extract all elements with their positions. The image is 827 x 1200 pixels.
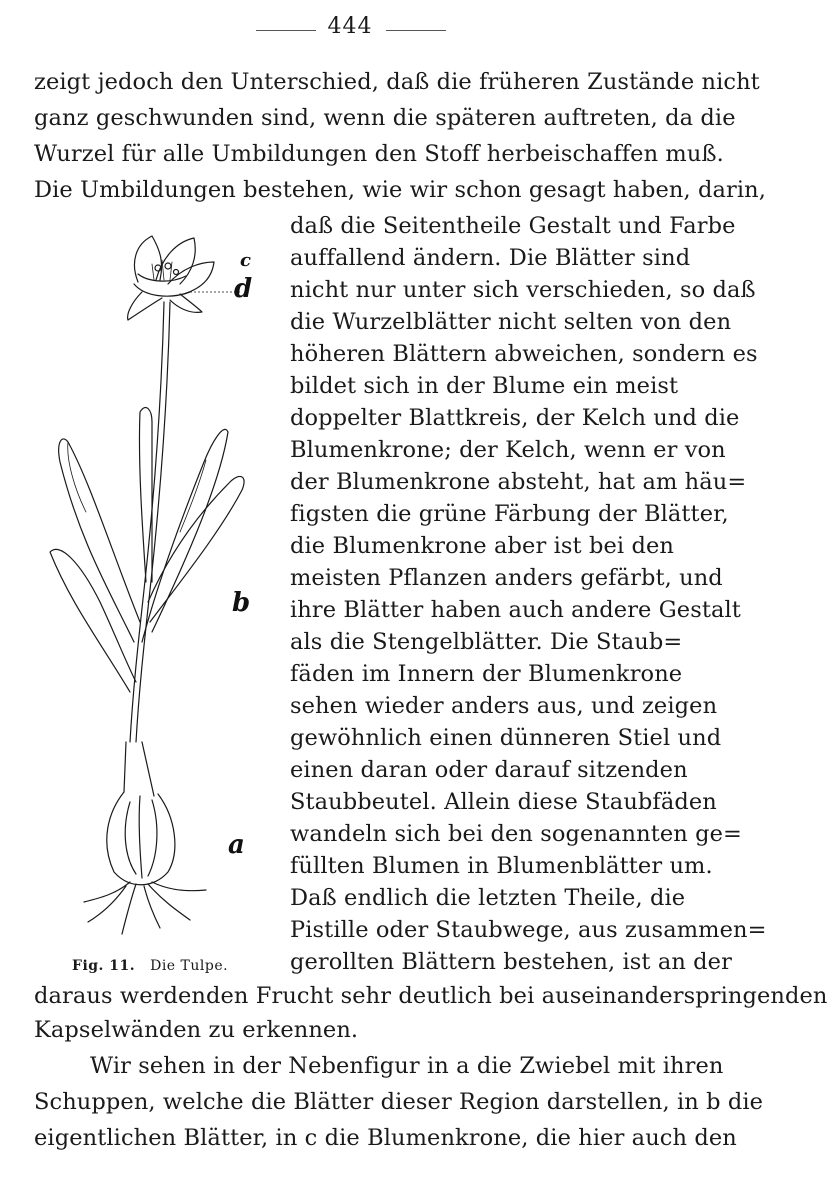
text-line: daß die Seitentheile Gestalt und Farbe: [290, 213, 736, 239]
text-line: figsten die grüne Färbung der Blätter,: [290, 501, 729, 527]
header-rule-left: [256, 30, 316, 31]
text-line: meisten Pflanzen anders gefärbt, und: [290, 565, 723, 591]
text-line: doppelter Blattkreis, der Kelch und die: [290, 405, 740, 431]
header-rule-right: [386, 30, 446, 31]
text-line: Pistille oder Staubwege, aus zusammen=: [290, 917, 767, 943]
text-line: Die Umbildungen bestehen, wie wir schon gesagt haben, darin,: [34, 177, 766, 203]
text-line: die Wurzelblätter nicht selten von den: [290, 309, 732, 335]
text-line: gerollten Blättern bestehen, ist an der: [290, 949, 732, 975]
page-number: 444: [327, 14, 373, 39]
text-line: höheren Blättern abweichen, sondern es: [290, 341, 758, 367]
text-line: fäden im Innern der Blumenkrone: [290, 661, 683, 687]
text-line: ganz geschwunden sind, wenn die späteren auftreten, da die: [34, 105, 736, 131]
figure-label-d: d: [234, 274, 253, 304]
figure-label-b: b: [232, 588, 251, 618]
text-line: einen daran oder darauf sitzenden: [290, 757, 688, 783]
figure-label-a: a: [228, 830, 245, 860]
figure-caption-title: Die Tulpe.: [150, 958, 229, 974]
figure-caption-number: Fig. 11.: [72, 958, 136, 974]
text-line: gewöhnlich einen dünneren Stiel und: [290, 725, 722, 751]
text-line: sehen wieder anders aus, und zeigen: [290, 693, 718, 719]
text-line: der Blumenkrone absteht, hat am häu=: [290, 469, 747, 495]
text-line: zeigt jedoch den Unterschied, daß die früheren Zustände nicht: [34, 69, 760, 95]
text-line: ihre Blätter haben auch andere Gestalt: [290, 597, 741, 623]
text-line: als die Stengelblätter. Die Staub=: [290, 629, 683, 655]
text-line: auffallend ändern. Die Blätter sind: [290, 245, 691, 271]
text-line: wandeln sich bei den sogenannten ge=: [290, 821, 743, 847]
text-line: die Blumenkrone aber ist bei den: [290, 533, 674, 559]
page-header: [0, 14, 697, 44]
text-line: füllten Blumen in Blumenblätter um.: [290, 853, 713, 879]
text-line: Schuppen, welche die Blätter dieser Region darstellen, in b die: [34, 1089, 764, 1115]
text-line: Staubbeutel. Allein diese Staubfäden: [290, 789, 717, 815]
figure-caption: [72, 958, 228, 974]
text-line: Wurzel für alle Umbildungen den Stoff herbeischaffen muß.: [34, 141, 724, 167]
text-line: eigentlichen Blätter, in c die Blumenkrone, die hier auch den: [34, 1125, 737, 1151]
figure-label-c: c: [240, 250, 251, 271]
text-line: Kapselwänden zu erkennen.: [34, 1017, 359, 1043]
tulip-figure: [30, 222, 280, 942]
text-line: daraus werdenden Frucht sehr deutlich bei auseinanderspringenden: [34, 983, 827, 1009]
text-line: Wir sehen in der Nebenfigur in a die Zwiebel mit ihren: [90, 1053, 724, 1079]
text-line: Daß endlich die letzten Theile, die: [290, 885, 686, 911]
text-line: Blumenkrone; der Kelch, wenn er von: [290, 437, 726, 463]
text-line: bildet sich in der Blume ein meist: [290, 373, 679, 399]
text-line: nicht nur unter sich verschieden, so daß: [290, 277, 756, 303]
